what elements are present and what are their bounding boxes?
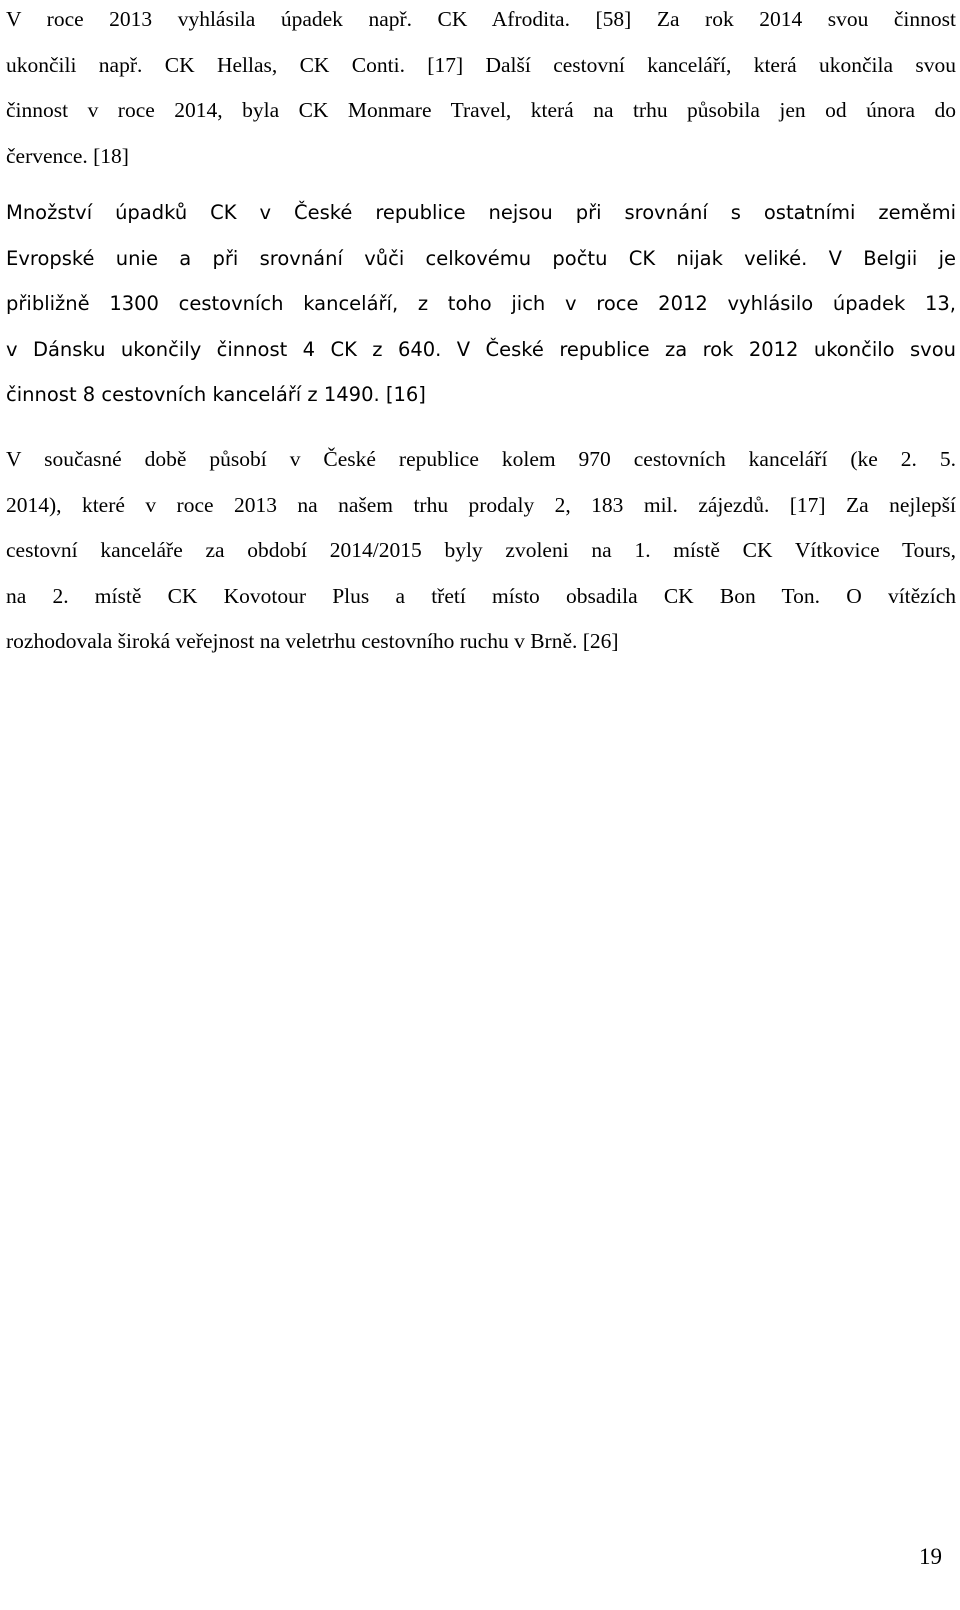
- text-line: V současné době působí v České republice kolem 970 cestovních kanceláří (ke 2. 5.: [6, 447, 956, 471]
- text-line: Evropské unie a při srovnání vůči celkovému počtu CK nijak veliké. V Belgii je: [6, 246, 956, 270]
- text-line: cestovní kanceláře za období 2014/2015 byly zvoleni na 1. místě CK Vítkovice Tours,: [6, 538, 956, 563]
- text-line: 2014), které v roce 2013 na našem trhu prodaly 2, 183 mil. zájezdů. [17] Za nejlepší: [6, 492, 956, 517]
- document-page: [6, 0, 956, 1610]
- text-line: na 2. místě CK Kovotour Plus a třetí místo obsadila CK Bon Ton. O vítězích: [6, 583, 956, 608]
- text-line: rozhodovala široká veřejnost na veletrhu cestovního ruchu v Brně. [26]: [6, 629, 619, 654]
- text-line: Množství úpadků CK v České republice nejsou při srovnání s ostatními zeměmi: [6, 201, 956, 224]
- text-line: července. [18]: [6, 143, 129, 168]
- paragraph-eu-comparison: [6, 190, 956, 418]
- page-number: 19: [919, 1544, 942, 1569]
- text-line: v Dánsku ukončily činnost 4 CK z 640. V České republice za rok 2012 ukončilo svou: [6, 337, 956, 361]
- paragraph-ck-bankruptcies-2013-2014: [6, 0, 956, 179]
- text-line: činnost 8 cestovních kanceláří z 1490. [16]: [6, 383, 426, 407]
- text-line: činnost v roce 2014, byla CK Monmare Travel, která na trhu působila jen od února do: [6, 98, 956, 123]
- text-line: ukončili např. CK Hellas, CK Conti. [17] Další cestovní kanceláří, která ukončila svou: [6, 52, 956, 77]
- paragraph-current-market: [6, 437, 956, 665]
- text-line: V roce 2013 vyhlásila úpadek např. CK Afrodita. [58] Za rok 2014 svou činnost: [6, 7, 956, 31]
- text-line: přibližně 1300 cestovních kanceláří, z toho jich v roce 2012 vyhlásilo úpadek 13,: [6, 292, 956, 316]
